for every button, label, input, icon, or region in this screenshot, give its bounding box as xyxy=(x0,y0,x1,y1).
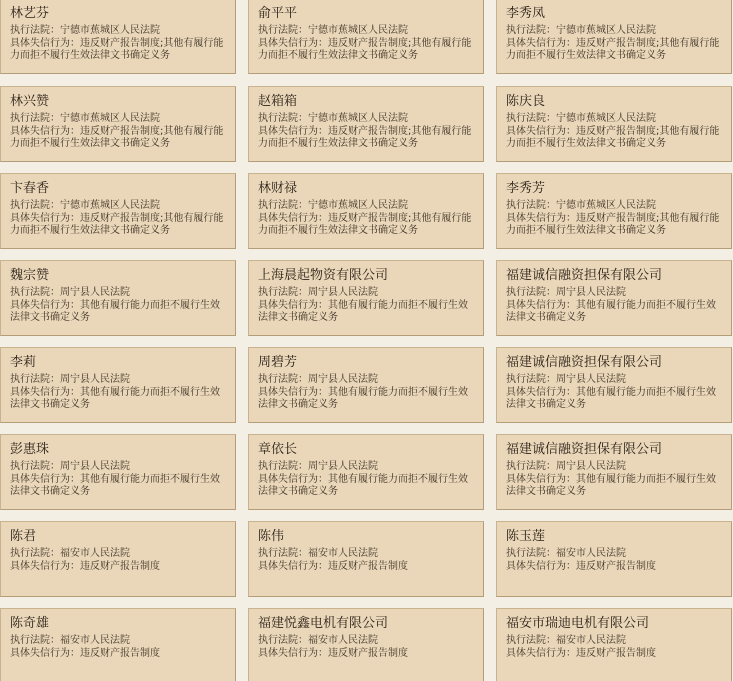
record-card[interactable] xyxy=(0,521,236,597)
behavior-value: 其他有履行能力而拒不履行生效法律文书确定义务 xyxy=(258,386,468,410)
court-value: 福安市人民法院 xyxy=(60,548,130,559)
record-name: 福建悦鑫电机有限公司 xyxy=(258,616,389,631)
record-card[interactable] xyxy=(0,434,236,510)
record-behavior xyxy=(506,38,723,63)
court-label: 执行法院： xyxy=(10,461,60,472)
behavior-value: 违反财产报告制度;其他有履行能力而拒不履行生效法律文书确定义务 xyxy=(10,212,224,236)
record-name: 福建诚信融资担保有限公司 xyxy=(506,268,663,283)
court-label: 执行法院： xyxy=(258,374,308,385)
court-label: 执行法院： xyxy=(258,548,308,559)
record-behavior xyxy=(258,561,475,574)
court-label: 执行法院： xyxy=(10,200,60,211)
court-label: 执行法院： xyxy=(10,113,60,124)
court-value: 福安市人民法院 xyxy=(60,635,130,646)
behavior-label: 具体失信行为： xyxy=(258,37,328,49)
behavior-value: 违反财产报告制度 xyxy=(576,647,656,659)
record-name: 福安市瑞迪电机有限公司 xyxy=(506,616,650,631)
record-card[interactable] xyxy=(496,173,732,249)
court-value: 福安市人民法院 xyxy=(308,548,378,559)
record-court xyxy=(258,200,475,213)
record-name: 林财禄 xyxy=(258,181,298,196)
record-behavior xyxy=(10,300,227,325)
behavior-value: 其他有履行能力而拒不履行生效法律文书确定义务 xyxy=(506,473,716,497)
court-value: 宁德市蕉城区人民法院 xyxy=(60,113,160,124)
court-label: 执行法院： xyxy=(506,113,556,124)
record-card[interactable] xyxy=(248,0,484,74)
record-behavior xyxy=(506,387,723,412)
behavior-label: 具体失信行为： xyxy=(10,386,80,398)
court-label: 执行法院： xyxy=(10,548,60,559)
behavior-label: 具体失信行为： xyxy=(10,125,80,137)
record-card[interactable] xyxy=(248,608,484,681)
court-value: 周宁县人民法院 xyxy=(308,287,378,298)
record-court xyxy=(258,374,475,387)
record-name: 福建诚信融资担保有限公司 xyxy=(506,442,663,457)
court-value: 宁德市蕉城区人民法院 xyxy=(556,25,656,36)
record-name: 陈玉莲 xyxy=(506,529,546,544)
behavior-value: 违反财产报告制度 xyxy=(328,560,408,572)
court-label: 执行法院： xyxy=(258,461,308,472)
record-card[interactable] xyxy=(496,521,732,597)
record-name: 赵箱箱 xyxy=(258,94,298,109)
behavior-label: 具体失信行为： xyxy=(258,473,328,485)
behavior-label: 具体失信行为： xyxy=(506,299,576,311)
record-behavior xyxy=(10,648,227,661)
behavior-value: 违反财产报告制度;其他有履行能力而拒不履行生效法律文书确定义务 xyxy=(10,125,224,149)
record-behavior xyxy=(258,38,475,63)
record-court xyxy=(506,635,723,648)
court-value: 福安市人民法院 xyxy=(556,548,626,559)
record-name: 陈庆良 xyxy=(506,94,546,109)
record-court xyxy=(258,548,475,561)
record-name: 福建诚信融资担保有限公司 xyxy=(506,355,663,370)
court-label: 执行法院： xyxy=(258,25,308,36)
court-value: 宁德市蕉城区人民法院 xyxy=(60,25,160,36)
record-court xyxy=(258,113,475,126)
record-name: 陈伟 xyxy=(258,529,285,544)
behavior-label: 具体失信行为： xyxy=(506,125,576,137)
court-label: 执行法院： xyxy=(506,287,556,298)
record-name: 彭惠珠 xyxy=(10,442,50,457)
court-value: 福安市人民法院 xyxy=(308,635,378,646)
court-value: 宁德市蕉城区人民法院 xyxy=(308,200,408,211)
record-behavior xyxy=(506,213,723,238)
behavior-value: 其他有履行能力而拒不履行生效法律文书确定义务 xyxy=(10,299,220,323)
record-name: 陈奇雄 xyxy=(10,616,50,631)
record-court xyxy=(506,548,723,561)
behavior-value: 其他有履行能力而拒不履行生效法律文书确定义务 xyxy=(258,473,468,497)
record-card[interactable] xyxy=(496,86,732,162)
behavior-value: 违反财产报告制度;其他有履行能力而拒不履行生效法律文书确定义务 xyxy=(506,212,720,236)
record-name: 上海晨起物资有限公司 xyxy=(258,268,389,283)
behavior-label: 具体失信行为： xyxy=(258,386,328,398)
record-behavior xyxy=(258,387,475,412)
record-behavior xyxy=(506,648,723,661)
behavior-label: 具体失信行为： xyxy=(10,299,80,311)
behavior-label: 具体失信行为： xyxy=(258,647,328,659)
behavior-label: 具体失信行为： xyxy=(506,37,576,49)
behavior-value: 其他有履行能力而拒不履行生效法律文书确定义务 xyxy=(10,473,220,497)
record-behavior xyxy=(10,387,227,412)
record-name: 章依长 xyxy=(258,442,298,457)
record-court xyxy=(258,635,475,648)
court-label: 执行法院： xyxy=(10,25,60,36)
behavior-label: 具体失信行为： xyxy=(506,212,576,224)
court-label: 执行法院： xyxy=(258,200,308,211)
behavior-value: 违反财产报告制度 xyxy=(576,560,656,572)
record-court xyxy=(10,635,227,648)
behavior-value: 违反财产报告制度 xyxy=(328,647,408,659)
record-behavior xyxy=(258,648,475,661)
behavior-label: 具体失信行为： xyxy=(258,212,328,224)
behavior-label: 具体失信行为： xyxy=(506,473,576,485)
court-label: 执行法院： xyxy=(506,25,556,36)
record-card[interactable] xyxy=(248,434,484,510)
court-value: 周宁县人民法院 xyxy=(308,374,378,385)
behavior-value: 违反财产报告制度;其他有履行能力而拒不履行生效法律文书确定义务 xyxy=(506,125,720,149)
record-card[interactable] xyxy=(496,260,732,336)
record-behavior xyxy=(506,300,723,325)
behavior-value: 违反财产报告制度;其他有履行能力而拒不履行生效法律文书确定义务 xyxy=(258,37,472,61)
record-name: 卞春香 xyxy=(10,181,50,196)
behavior-label: 具体失信行为： xyxy=(506,386,576,398)
court-value: 周宁县人民法院 xyxy=(308,461,378,472)
behavior-label: 具体失信行为： xyxy=(258,560,328,572)
behavior-label: 具体失信行为： xyxy=(258,299,328,311)
court-value: 周宁县人民法院 xyxy=(556,287,626,298)
behavior-value: 其他有履行能力而拒不履行生效法律文书确定义务 xyxy=(10,386,220,410)
record-court xyxy=(506,287,723,300)
record-court xyxy=(506,113,723,126)
record-court xyxy=(258,461,475,474)
record-court xyxy=(506,25,723,38)
record-card[interactable] xyxy=(248,260,484,336)
record-card[interactable] xyxy=(496,608,732,681)
behavior-value: 违反财产报告制度 xyxy=(80,647,160,659)
record-court xyxy=(506,461,723,474)
record-behavior xyxy=(10,561,227,574)
court-value: 福安市人民法院 xyxy=(556,635,626,646)
record-name: 李莉 xyxy=(10,355,37,370)
behavior-value: 其他有履行能力而拒不履行生效法律文书确定义务 xyxy=(506,299,716,323)
record-court xyxy=(10,548,227,561)
court-value: 宁德市蕉城区人民法院 xyxy=(556,113,656,124)
court-label: 执行法院： xyxy=(506,548,556,559)
record-behavior xyxy=(258,126,475,151)
record-court xyxy=(10,374,227,387)
record-name: 魏宗赞 xyxy=(10,268,50,283)
behavior-value: 违反财产报告制度;其他有履行能力而拒不履行生效法律文书确定义务 xyxy=(506,37,720,61)
court-label: 执行法院： xyxy=(506,461,556,472)
court-label: 执行法院： xyxy=(258,287,308,298)
record-card[interactable] xyxy=(0,347,236,423)
behavior-value: 其他有履行能力而拒不履行生效法律文书确定义务 xyxy=(258,299,468,323)
record-card[interactable] xyxy=(0,260,236,336)
court-label: 执行法院： xyxy=(258,635,308,646)
record-behavior xyxy=(258,300,475,325)
record-behavior xyxy=(10,126,227,151)
court-value: 宁德市蕉城区人民法院 xyxy=(556,200,656,211)
behavior-value: 违反财产报告制度 xyxy=(80,560,160,572)
record-name: 李秀凤 xyxy=(506,6,546,21)
record-name: 陈君 xyxy=(10,529,37,544)
record-card[interactable] xyxy=(496,0,732,74)
behavior-label: 具体失信行为： xyxy=(10,473,80,485)
record-card[interactable] xyxy=(0,608,236,681)
behavior-label: 具体失信行为： xyxy=(506,560,576,572)
record-name: 林艺芬 xyxy=(10,6,50,21)
record-behavior xyxy=(258,213,475,238)
record-card[interactable] xyxy=(496,434,732,510)
record-card[interactable] xyxy=(0,86,236,162)
court-label: 执行法院： xyxy=(506,200,556,211)
court-value: 周宁县人民法院 xyxy=(556,461,626,472)
court-value: 周宁县人民法院 xyxy=(60,287,130,298)
court-label: 执行法院： xyxy=(10,635,60,646)
record-court xyxy=(506,374,723,387)
record-court xyxy=(506,200,723,213)
record-card[interactable] xyxy=(496,347,732,423)
record-name: 李秀芳 xyxy=(506,181,546,196)
behavior-label: 具体失信行为： xyxy=(506,647,576,659)
court-value: 周宁县人民法院 xyxy=(60,461,130,472)
record-card[interactable] xyxy=(248,86,484,162)
record-court xyxy=(10,200,227,213)
record-name: 林兴赞 xyxy=(10,94,50,109)
record-court xyxy=(10,461,227,474)
court-label: 执行法院： xyxy=(258,113,308,124)
court-label: 执行法院： xyxy=(506,635,556,646)
behavior-value: 其他有履行能力而拒不履行生效法律文书确定义务 xyxy=(506,386,716,410)
record-court xyxy=(10,113,227,126)
court-value: 宁德市蕉城区人民法院 xyxy=(308,113,408,124)
court-value: 宁德市蕉城区人民法院 xyxy=(60,200,160,211)
record-card[interactable] xyxy=(248,173,484,249)
record-name: 周碧芳 xyxy=(258,355,298,370)
court-label: 执行法院： xyxy=(506,374,556,385)
record-court xyxy=(258,287,475,300)
court-value: 宁德市蕉城区人民法院 xyxy=(308,25,408,36)
court-value: 周宁县人民法院 xyxy=(556,374,626,385)
record-behavior xyxy=(506,126,723,151)
behavior-label: 具体失信行为： xyxy=(10,560,80,572)
court-value: 周宁县人民法院 xyxy=(60,374,130,385)
behavior-value: 违反财产报告制度;其他有履行能力而拒不履行生效法律文书确定义务 xyxy=(258,125,472,149)
court-label: 执行法院： xyxy=(10,287,60,298)
behavior-value: 违反财产报告制度;其他有履行能力而拒不履行生效法律文书确定义务 xyxy=(10,37,224,61)
court-label: 执行法院： xyxy=(10,374,60,385)
record-court xyxy=(10,25,227,38)
behavior-label: 具体失信行为： xyxy=(10,212,80,224)
record-name: 俞平平 xyxy=(258,6,298,21)
record-card[interactable] xyxy=(248,347,484,423)
record-court xyxy=(258,25,475,38)
record-behavior xyxy=(506,474,723,499)
record-behavior xyxy=(10,474,227,499)
behavior-label: 具体失信行为： xyxy=(258,125,328,137)
record-court xyxy=(10,287,227,300)
record-behavior xyxy=(258,474,475,499)
record-behavior xyxy=(10,213,227,238)
record-behavior xyxy=(506,561,723,574)
record-card[interactable] xyxy=(0,0,236,74)
behavior-label: 具体失信行为： xyxy=(10,37,80,49)
behavior-value: 违反财产报告制度;其他有履行能力而拒不履行生效法律文书确定义务 xyxy=(258,212,472,236)
record-card[interactable] xyxy=(248,521,484,597)
record-behavior xyxy=(10,38,227,63)
behavior-label: 具体失信行为： xyxy=(10,647,80,659)
record-card[interactable] xyxy=(0,173,236,249)
